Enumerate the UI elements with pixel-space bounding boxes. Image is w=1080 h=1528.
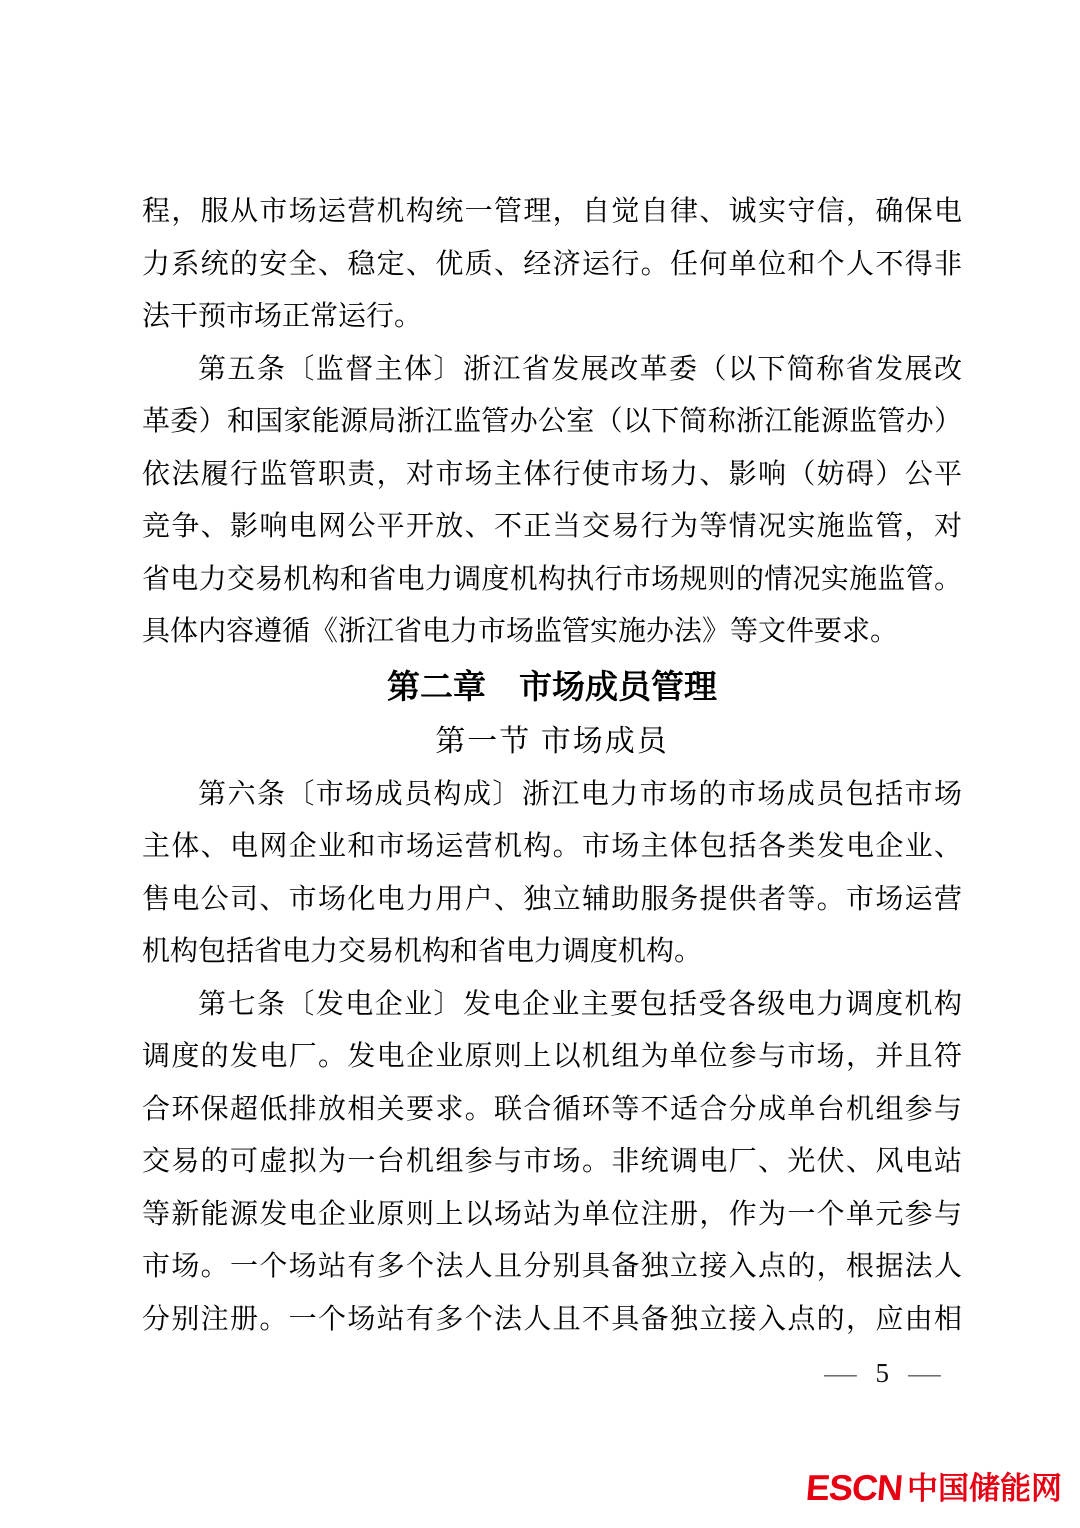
text-line: 竞争、影响电网公平开放、不正当交易行为等情况实施监管，对 (142, 511, 962, 542)
text-line: 力系统的安全、稳定、优质、经济运行。任何单位和个人不得非 (142, 248, 962, 280)
text-line: 市场。一个场站有多个法人且分别具备独立接入点的，根据法人 (142, 1251, 962, 1282)
article-6-paragraph (142, 769, 962, 979)
text-line: 交易的可虚拟为一台机组参与市场。非统调电厂、光伏、风电站 (142, 1146, 962, 1177)
page-number: 5 (875, 1358, 889, 1388)
text-line: 调度的发电厂。发电企业原则上以机组为单位参与市场，并且符 (142, 1041, 962, 1072)
footer-dash-left: — (823, 1358, 857, 1388)
text-line: 分别注册。一个场站有多个法人且不具备独立接入点的，应由相 (142, 1303, 962, 1335)
page-footer (823, 1358, 941, 1389)
text-line: 第五条〔监督主体〕浙江省发展改革委（以下简称省发展改 (198, 353, 962, 385)
text-line: 售电公司、市场化电力用户、独立辅助服务提供者等。市场运营 (142, 883, 962, 915)
text-line: 依法履行监管职责，对市场主体行使市场力、影响（妨碍）公平 (142, 458, 962, 490)
text-line: 法干预市场正常运行。 (142, 301, 423, 332)
article-7-paragraph (142, 979, 962, 1347)
text-line: 省电力交易机构和省电力调度机构执行市场规则的情况实施监管。 (142, 563, 962, 595)
chapter-2-heading: 第二章 市场成员管理 (387, 667, 717, 705)
text-line: 等新能源发电企业原则上以场站为单位注册，作为一个单元参与 (142, 1198, 962, 1230)
text-line: 革委）和国家能源局浙江监管办公室（以下简称浙江能源监管办） (142, 406, 962, 437)
text-line: 主体、电网企业和市场运营机构。市场主体包括各类发电企业、 (142, 831, 962, 862)
text-line: 程，服从市场运营机构统一管理，自觉自律、诚实守信，确保电 (142, 196, 962, 227)
paragraph-continuation (142, 186, 962, 344)
document-text (142, 186, 962, 1346)
text-line: 第七条〔发电企业〕发电企业主要包括受各级电力调度机构 (198, 988, 962, 1020)
footer-dash-right: — (908, 1358, 941, 1388)
text-line: 具体内容遵循《浙江省电力市场监管实施办法》等文件要求。 (142, 616, 899, 647)
text-line: 合环保超低排放相关要求。联合循环等不适合分成单台机组参与 (142, 1093, 962, 1125)
text-line: 机构包括省电力交易机构和省电力调度机构。 (142, 936, 703, 967)
article-5-paragraph (142, 344, 962, 659)
escn-logo (804, 1467, 1062, 1508)
section-1-heading: 第一节 市场成员 (435, 724, 669, 758)
text-line: 第六条〔市场成员构成〕浙江电力市场的市场成员包括市场 (198, 778, 962, 810)
logo-text-latin: ESCN (804, 1467, 904, 1508)
logo-text-chinese: 中国储能网 (907, 1470, 1062, 1506)
